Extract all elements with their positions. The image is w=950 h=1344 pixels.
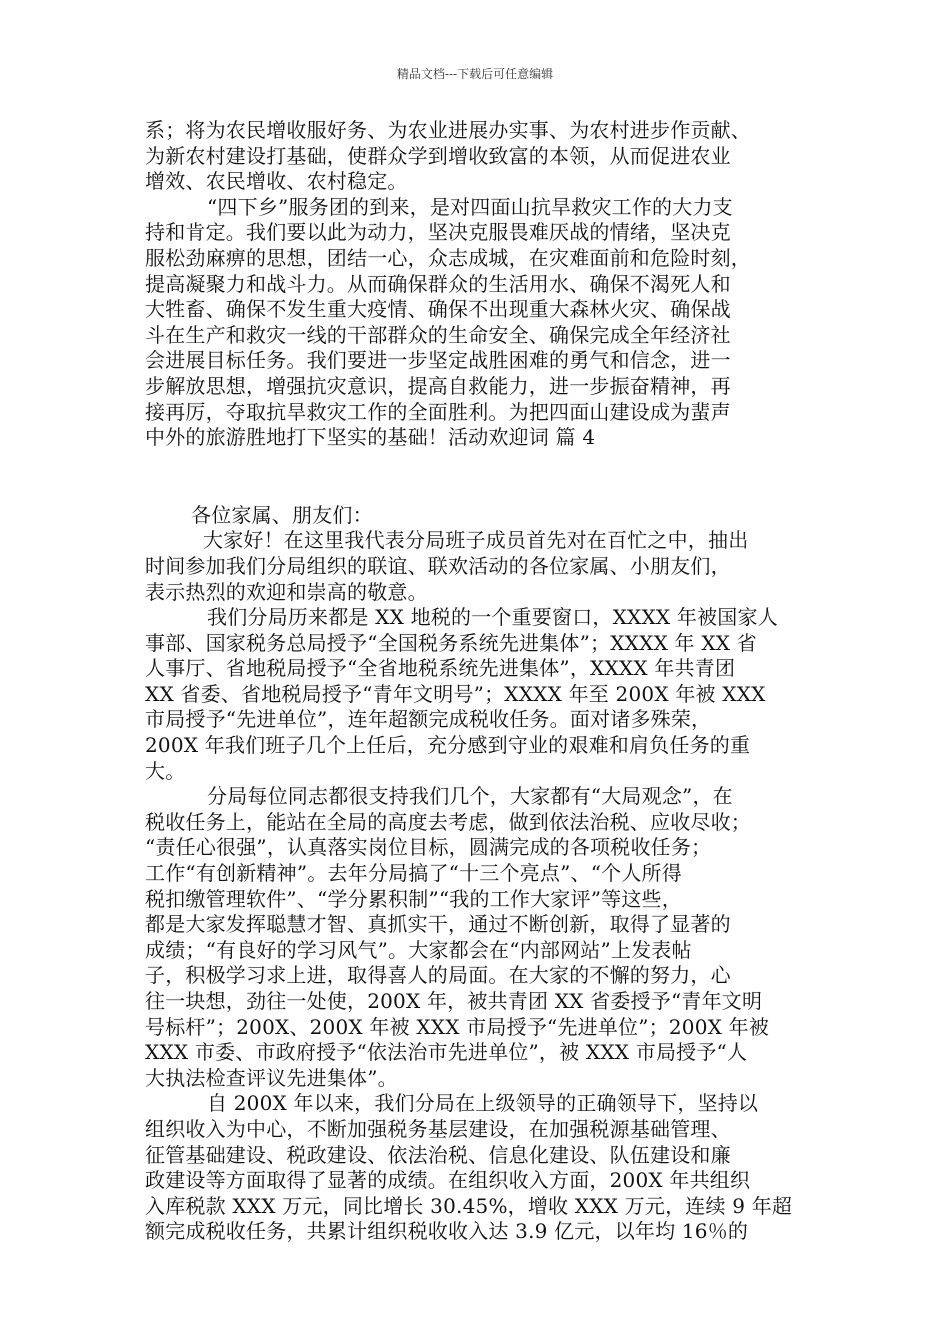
paragraph	[145, 784, 813, 1091]
text-line: 都是大家发挥聪慧才智、真抓实干，通过不断创新，取得了显著的	[145, 912, 731, 937]
text-line: XXX 市委、市政府授予“依法治市先进单位”，被 XXX 市局授予“人	[145, 1040, 748, 1065]
text-line: 政建设等方面取得了显著的成绩。在组织收入方面，200X 年共组织	[145, 1168, 751, 1193]
text-line: 中外的旅游胜地打下坚实的基础！活动欢迎词 篇 4	[145, 425, 596, 450]
section-gap	[145, 451, 813, 503]
text-line: 自 200X 年以来，我们分局在上级领导的正确领导下，坚持以	[207, 1091, 759, 1116]
text-line: 成绩；“有良好的学习风气”。大家都会在“内部网站”上发表帖	[145, 937, 692, 962]
text-line: 大执法检查评议先进集体”。	[145, 1065, 398, 1090]
text-line: 税收任务上，能站在全局的高度去考虑，做到依法治税、应收尽收；	[145, 809, 751, 834]
salutation	[145, 503, 813, 529]
text-line: XX 省委、省地税局授予“青年文明号”；XXXX 年至 200X 年被 XXX	[145, 681, 766, 706]
text-line: 表示热烈的欢迎和崇高的敬意。	[145, 579, 428, 604]
text-line: 号标杆”；200X、200X 年被 XXX 市局授予“先进单位”；200X 年被	[145, 1014, 770, 1039]
text-line: 服松劲麻痹的思想，团结一心，众志成城，在灾难面前和危险时刻，	[145, 245, 751, 270]
text-line: 增效、农民增收、农村稳定。	[145, 169, 408, 194]
text-line: 税扣缴管理软件”、“学分累积制”“我的工作大家评”等这些，	[145, 886, 682, 911]
text-line: 提高凝聚力和战斗力。从而确保群众的生活用水、确保不渴死人和	[145, 271, 731, 296]
text-line: 工作“有创新精神”。去年分局搞了“十三个亮点”、“个人所得	[145, 861, 682, 886]
text-line: 征管基础建设、税政建设、依法治税、信息化建设、队伍建设和廉	[145, 1142, 731, 1167]
text-line: 为新农村建设打基础，使群众学到增收致富的本领，从而促进农业	[145, 143, 731, 168]
text-line: “责任心很强”，认真落实岗位目标，圆满完成的各项税收任务；	[145, 835, 712, 860]
text-line: 会进展目标任务。我们要进一步坚定战胜困难的勇气和信念，进一	[145, 348, 731, 373]
text-line: 分局每位同志都很支持我们几个，大家都有“大局观念”，在	[207, 784, 733, 809]
paragraph	[145, 195, 813, 451]
text-line: “四下乡”服务团的到来，是对四面山抗旱救灾工作的大力支	[207, 194, 733, 219]
paragraph	[145, 1091, 813, 1245]
paragraph	[145, 605, 813, 784]
text-line: 市局授予“先进单位”，连年超额完成税收任务。面对诸多殊荣，	[145, 707, 712, 732]
text-line: 大家好！在这里我代表分局班子成员首先对在百忙之中，抽出	[203, 528, 749, 553]
text-line: 人事厅、省地税局授予“全省地税系统先进集体”，XXXX 年共青团	[145, 656, 736, 681]
text-line: 时间参加我们分局组织的联谊、联欢活动的各位家属、小朋友们，	[145, 553, 731, 578]
text-line: 入库税款 XXX 万元，同比增长 30.45%，增收 XXX 万元，连续 9 年超	[145, 1193, 793, 1218]
page-header: 精品文档---下载后可任意编辑	[396, 67, 554, 81]
text-line: 斗在生产和救灾一线的干部群众的生命安全、确保完成全年经济社	[145, 322, 731, 347]
text-line: 额完成税收任务，共累计组织税收收入达 3.9 亿元，以年均 16％的	[145, 1219, 749, 1244]
text-line: 往一块想，劲往一处使，200X 年，被共青团 XX 省委授予“青年文明	[145, 989, 763, 1013]
text-line: 子，积极学习求上进，取得喜人的局面。在大家的不懈的努力，心	[145, 963, 731, 988]
text-line: 我们分局历来都是 XX 地税的一个重要窗口，XXXX 年被国家人	[207, 605, 778, 630]
text-line: 步解放思想，增强抗灾意识，提高自救能力，进一步振奋精神，再	[145, 373, 731, 398]
text-line: 大牲畜、确保不发生重大疫情、确保不出现重大森林火灾、确保战	[145, 297, 731, 322]
text-line: 200X 年我们班子几个上任后，充分感到守业的艰难和肩负任务的重	[145, 733, 751, 758]
paragraph	[145, 118, 813, 195]
text-line: 组织收入为中心，不断加强税务基层建设，在加强税源基础管理、	[145, 1116, 731, 1141]
paragraph	[145, 528, 813, 605]
text-line: 事部、国家税务总局授予“全国税务系统先进集体”；XXXX 年 XX 省	[145, 630, 757, 655]
text-line: 接再厉，夺取抗旱救灾工作的全面胜利。为把四面山建设成为蜚声	[145, 399, 731, 424]
text-line: 各位家属、朋友们：	[191, 502, 373, 527]
text-line: 大。	[145, 758, 186, 783]
text-line: 持和肯定。我们要以此为动力，坚决克服畏难厌战的情绪，坚决克	[145, 220, 731, 245]
document-body	[145, 118, 813, 1245]
text-line: 系；将为农民增收服好务、为农业进展办实事、为农村进步作贡献、	[145, 118, 751, 142]
